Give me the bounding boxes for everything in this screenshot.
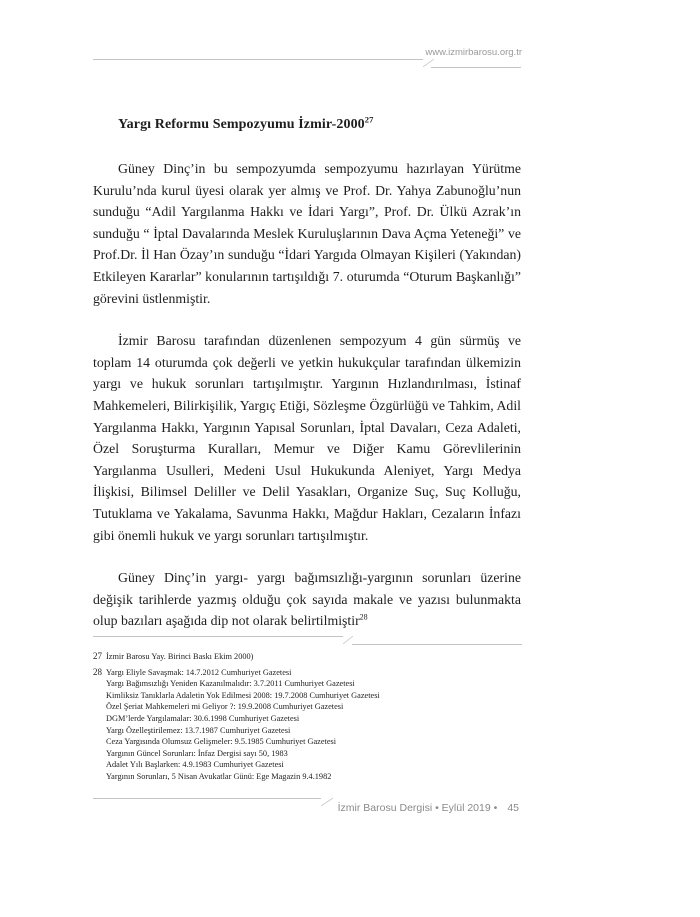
footnote-rule <box>93 636 343 637</box>
footnote-rule-slant <box>343 636 353 644</box>
footer-publication: İzmir Barosu Dergisi • Eylül 2019 • <box>337 802 498 814</box>
footnote-line: Yargı Bağımsızlığı Yeniden Kazanılmalıdır: 3.7.2011 Cumhuriyet Gazetesi <box>106 679 355 689</box>
paragraph-3 <box>93 567 521 632</box>
paragraph-1 <box>93 158 521 309</box>
footnotes <box>93 651 521 787</box>
page-footer <box>338 802 519 814</box>
footer-rule <box>93 798 321 799</box>
paragraph-2-text: İzmir Barosu tarafından düzenlenen sempozyum 4 gün sürmüş ve toplam 14 oturumda çok değerli ve yetkin hukukçular tarafından ülkemizin yargı ve hukuk sorunları tartışılmıştır. Yargının Hızlandırılması, İstinaf Mahkemeleri, Bilirkişilik, Yargıç Etiği, Sözleşme Özgürlüğü ve Tahkim, Adil Yargılanma Hakkı, Yargının Yapısal Sorunları, İptal Davaları, Ceza Adaleti, Özel Soruşturma Kuralları, Memur ve Diğer Kamu Görevlilerinin Yargılanma Usulleri, Medeni Usul Hukukunda Aleniyet, Yargı Medya İlişkisi, Bilimsel Deliller ve Delil Yasakları, Organize Suç, Suç Kolluğu, Tutuklama ve Yakalama, Savunma Hakkı, Mağdur Hakları, Cezaların İnfazı gibi önemli hukuk ve yargı sorunları tartışılmıştır. <box>93 333 521 543</box>
footnote-number: 28 <box>93 666 102 677</box>
page-number: 45 <box>507 802 519 814</box>
footnote-line: Ceza Yargısında Olumsuz Gelişmeler: 9.5.1985 Cumhuriyet Gazetesi <box>106 737 337 747</box>
paragraph-2 <box>93 330 521 546</box>
footnote-line: Özel Şeriat Mahkemeleri mi Geliyor ?: 19.9.2008 Cumhuriyet Gazetesi <box>106 702 344 712</box>
section-title <box>118 114 374 133</box>
footnote-line: Adalet Yılı Başlarken: 4.9.1983 Cumhuriyet Gazetesi <box>106 760 284 770</box>
footnote-body <box>106 667 521 783</box>
footnote-line: Yargının Güncel Sorunları: İnfaz Dergisi sayı 50, 1983 <box>106 748 288 758</box>
paragraph-3-text: Güney Dinç’in yargı- yargı bağımsızlığı-yargının sorunları üzerine değişik tarihlerde yazmış olduğu çok sayıda makale ve yazısı bulunmakta olup bazıları aşağıda dip not olarak belirtilmiştir <box>93 570 521 629</box>
footnote-line: Kimliksiz Tanıklarla Adaletin Yok Edilmesi 2008: 19.7.2008 Cumhuriyet Gazetesi <box>106 690 380 700</box>
footnote-27 <box>93 651 521 663</box>
paragraph-3-footnote-ref: 28 <box>359 612 368 622</box>
header-rule-slant <box>423 59 434 67</box>
footnote-line: Yargı Eliyle Savaşmak: 14.7.2012 Cumhuriyet Gazetesi <box>106 667 292 677</box>
footnote-number: 27 <box>93 651 102 661</box>
footnote-line: Yargının Sorunları, 5 Nisan Avukatlar Günü: Ege Magazin 9.4.1982 <box>106 771 332 781</box>
header-rule-extension <box>431 67 521 68</box>
article-body <box>93 158 521 653</box>
header-url: www.izmirbarosu.org.tr <box>425 47 522 58</box>
footnote-line: DGM’lerde Yargılamalar: 30.6.1998 Cumhuriyet Gazetesi <box>106 713 300 723</box>
footnote-line: İzmir Barosu Yay. Birinci Baskı Ekim 2000) <box>106 652 254 661</box>
footnote-body <box>106 651 521 663</box>
footnote-28 <box>93 667 521 783</box>
header-rule <box>93 59 423 60</box>
paragraph-1-text: Güney Dinç’in bu sempozyumda sempozyumu hazırlayan Yürütme Kurulu’nda kurul üyesi olarak yer almış ve Prof. Dr. Yahya Zabunoğlu’nun sunduğu “Adil Yargılanma Hakkı ve İdari Yargı”, Prof. Dr. Ülkü Azrak’ın sunduğu “ İptal Davalarında Meslek Kuruluşlarının Dava Açma Yeteneği” ve Prof.Dr. İl Han Özay’ın sunduğu “İdari Yargıda Olmayan Kişileri (Yakından) Etkileyen Kararlar” konularının tartışıldığı 7. oturumda “Oturum Başkanlığı” görevini üstlenmiştir. <box>93 161 521 306</box>
title-footnote-ref: 27 <box>364 114 374 125</box>
footer-rule-slant <box>321 798 333 806</box>
footnote-line: Yargı Özelleştirilemez: 13.7.1987 Cumhuriyet Gazetesi <box>106 725 291 735</box>
section-title-text: Yargı Reformu Sempozyumu İzmir-2000 <box>118 117 365 132</box>
footnote-rule-extension <box>352 644 522 645</box>
